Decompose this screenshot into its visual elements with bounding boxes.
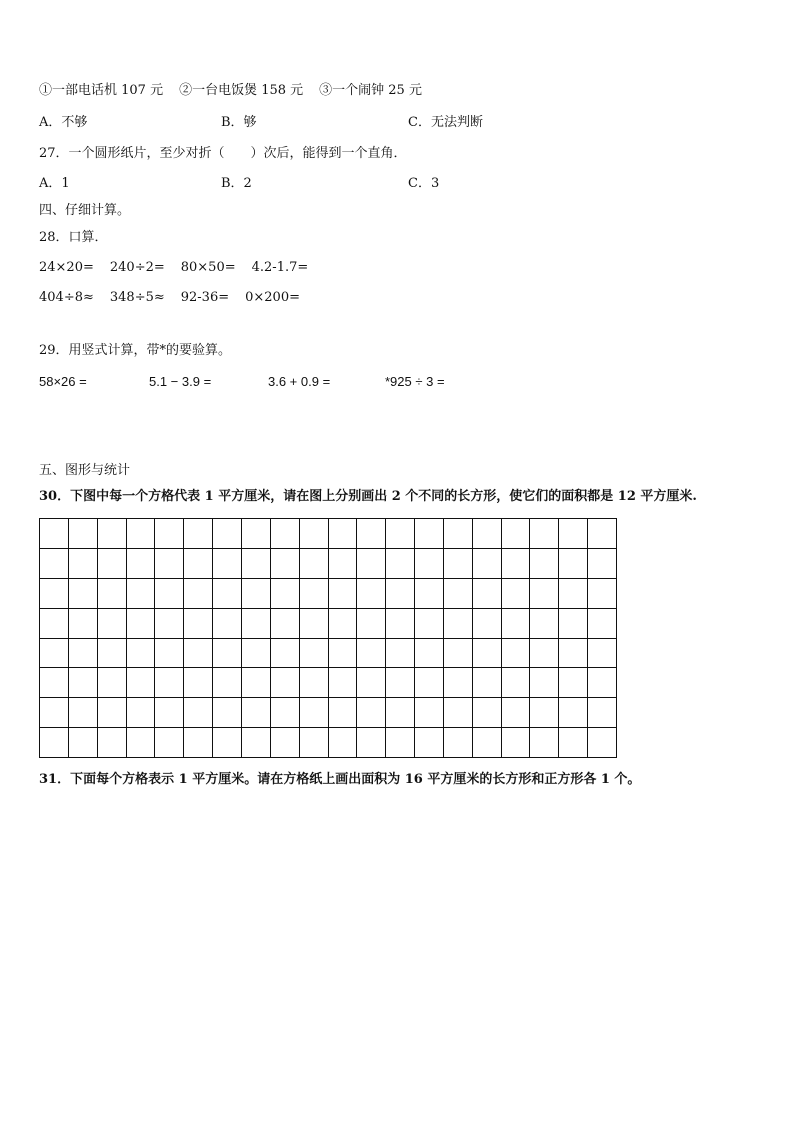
grid-cell[interactable] [386, 549, 415, 579]
grid-cell[interactable] [69, 579, 98, 609]
q30-text: 30．下图中每一个方格代表 1 平方厘米，请在图上分别画出 2 个不同的长方形，使它们的面积都是 12 平方厘米. [39, 489, 697, 504]
grid-cell[interactable] [69, 609, 98, 639]
grid-cell[interactable] [40, 639, 69, 669]
grid-cell[interactable] [329, 698, 358, 728]
grid-cell[interactable] [127, 668, 156, 698]
grid-cell[interactable] [588, 639, 617, 669]
grid-cell[interactable] [473, 639, 502, 669]
grid-cell[interactable] [444, 579, 473, 609]
grid-cell[interactable] [213, 639, 242, 669]
grid-cell[interactable] [530, 609, 559, 639]
grid-cell[interactable] [300, 698, 329, 728]
grid-cell[interactable] [98, 519, 127, 549]
grid-cell[interactable] [559, 639, 588, 669]
grid-cell[interactable] [415, 609, 444, 639]
grid-cell[interactable] [40, 609, 69, 639]
grid-cell[interactable] [184, 698, 213, 728]
q28-r2-3: 92-36= [180, 290, 230, 305]
grid-cell[interactable] [242, 549, 271, 579]
grid-cell[interactable] [386, 579, 415, 609]
grid-cell[interactable] [502, 728, 531, 758]
grid-cell[interactable] [588, 698, 617, 728]
grid-cell[interactable] [40, 519, 69, 549]
q27-choice-a[interactable]: A．1 [39, 176, 70, 191]
q26-items [39, 82, 422, 100]
q27-choice-b[interactable]: B．2 [221, 176, 252, 191]
grid-cell[interactable] [473, 609, 502, 639]
grid-cell[interactable] [559, 549, 588, 579]
grid-cell[interactable] [357, 549, 386, 579]
grid-cell[interactable] [242, 698, 271, 728]
grid-cell[interactable] [155, 519, 184, 549]
grid-cell[interactable] [242, 579, 271, 609]
grid-cell[interactable] [329, 519, 358, 549]
grid-cell[interactable] [242, 728, 271, 758]
grid-cell[interactable] [473, 549, 502, 579]
grid-cell[interactable] [559, 579, 588, 609]
section4-title: 四、仔细计算。 [39, 203, 131, 218]
grid-cell[interactable] [415, 668, 444, 698]
grid-cell[interactable] [98, 668, 127, 698]
grid-cell[interactable] [588, 668, 617, 698]
grid-cell[interactable] [98, 639, 127, 669]
grid-cell[interactable] [502, 668, 531, 698]
grid-cell[interactable] [98, 549, 127, 579]
grid-cell[interactable] [155, 579, 184, 609]
grid-cell[interactable] [559, 728, 588, 758]
grid-cell[interactable] [98, 609, 127, 639]
q29-title: 29．用竖式计算，带*的要验算。 [39, 343, 232, 358]
grid-cell[interactable] [329, 579, 358, 609]
grid-cell[interactable] [40, 549, 69, 579]
grid-cell[interactable] [444, 519, 473, 549]
grid-cell[interactable] [242, 668, 271, 698]
grid-cell[interactable] [329, 728, 358, 758]
q28-r2-2: 348÷5≈ [109, 290, 165, 305]
grid-cell[interactable] [271, 579, 300, 609]
q28-r1-3: 80×50= [180, 260, 236, 275]
grid-cell[interactable] [444, 609, 473, 639]
grid-cell[interactable] [502, 639, 531, 669]
grid-cell[interactable] [213, 728, 242, 758]
grid-cell[interactable] [40, 728, 69, 758]
grid-cell[interactable] [530, 579, 559, 609]
grid-cell[interactable] [184, 639, 213, 669]
grid-cell[interactable] [127, 609, 156, 639]
grid-cell[interactable] [502, 519, 531, 549]
q27-text: 27．一个圆形纸片，至少对折（ ）次后，能得到一个直角． [39, 146, 407, 161]
grid-cell[interactable] [473, 668, 502, 698]
section5-title: 五、图形与统计 [39, 463, 131, 478]
grid-cell[interactable] [98, 728, 127, 758]
grid-cell[interactable] [184, 519, 213, 549]
grid-cell[interactable] [559, 519, 588, 549]
q28-r2-1: 404÷8≈ [39, 290, 94, 305]
grid-cell[interactable] [530, 728, 559, 758]
q26-choice-b[interactable]: B．够 [221, 115, 257, 130]
grid-cell[interactable] [444, 639, 473, 669]
q26-item-3: ③一个闹钟 25 元 [319, 83, 422, 98]
grid-cell[interactable] [69, 728, 98, 758]
grid-cell[interactable] [357, 609, 386, 639]
grid-cell[interactable] [502, 698, 531, 728]
grid-cell[interactable] [559, 609, 588, 639]
grid-cell[interactable] [300, 728, 329, 758]
grid-cell[interactable] [213, 668, 242, 698]
grid-cell[interactable] [300, 609, 329, 639]
grid-cell[interactable] [530, 519, 559, 549]
grid-cell[interactable] [473, 579, 502, 609]
q29-formula-4: *925 ÷ 3 = [385, 374, 445, 389]
grid-cell[interactable] [271, 549, 300, 579]
q28-r1-2: 240÷2= [109, 260, 165, 275]
grid-cell[interactable] [213, 698, 242, 728]
grid-cell[interactable] [69, 668, 98, 698]
grid-cell[interactable] [184, 579, 213, 609]
q27-choices [39, 175, 639, 193]
grid-cell[interactable] [242, 519, 271, 549]
square-grid[interactable] [39, 518, 617, 758]
grid-cell[interactable] [588, 579, 617, 609]
q26-choice-c[interactable]: C．无法判断 [408, 115, 483, 130]
grid-cell[interactable] [473, 728, 502, 758]
grid-cell[interactable] [127, 579, 156, 609]
grid-cell[interactable] [357, 698, 386, 728]
grid-cell[interactable] [271, 668, 300, 698]
q29-formula-2: 5.1 − 3.9 = [149, 374, 212, 389]
grid-cell[interactable] [271, 519, 300, 549]
q31-text: 31．下面每个方格表示 1 平方厘米。请在方格纸上画出面积为 16 平方厘米的长方形和正方形各 1 个。 [39, 772, 641, 787]
grid-cell[interactable] [559, 668, 588, 698]
grid-cell[interactable] [213, 579, 242, 609]
grid-cell[interactable] [127, 519, 156, 549]
grid-cell[interactable] [184, 609, 213, 639]
grid-cell[interactable] [271, 609, 300, 639]
grid-cell[interactable] [242, 609, 271, 639]
grid-cell[interactable] [213, 609, 242, 639]
q28-r1-4: 4.2-1.7= [251, 260, 309, 275]
grid-cell[interactable] [155, 549, 184, 579]
grid-cell[interactable] [588, 519, 617, 549]
grid-cell[interactable] [69, 549, 98, 579]
grid-cell[interactable] [329, 549, 358, 579]
grid-cell[interactable] [40, 579, 69, 609]
q26-choice-a[interactable]: A．不够 [39, 115, 88, 130]
grid-cell[interactable] [502, 579, 531, 609]
grid-cell[interactable] [444, 549, 473, 579]
grid-cell[interactable] [502, 549, 531, 579]
grid-cell[interactable] [329, 639, 358, 669]
grid-cell[interactable] [213, 519, 242, 549]
grid-cell[interactable] [98, 698, 127, 728]
grid-cell[interactable] [530, 668, 559, 698]
grid-cell[interactable] [357, 668, 386, 698]
q29-formulas [39, 373, 599, 391]
q29-formula-1: 58×26 = [39, 374, 87, 389]
grid-cell[interactable] [444, 698, 473, 728]
grid-cell[interactable] [69, 639, 98, 669]
grid-cell[interactable] [300, 579, 329, 609]
grid-cell[interactable] [559, 698, 588, 728]
grid-cell[interactable] [69, 519, 98, 549]
q28-title: 28．口算． [39, 230, 108, 245]
grid-cell[interactable] [588, 609, 617, 639]
grid-cell[interactable] [386, 609, 415, 639]
grid-cell[interactable] [184, 549, 213, 579]
grid-cell[interactable] [271, 698, 300, 728]
grid-cell[interactable] [127, 639, 156, 669]
q28-row-1 [39, 259, 308, 277]
grid-cell[interactable] [588, 728, 617, 758]
grid-cell[interactable] [415, 698, 444, 728]
grid-cell[interactable] [300, 519, 329, 549]
grid-cell[interactable] [127, 549, 156, 579]
q26-choices [39, 114, 639, 132]
grid-cell[interactable] [444, 728, 473, 758]
grid-cell[interactable] [155, 698, 184, 728]
grid-cell[interactable] [98, 579, 127, 609]
grid-cell[interactable] [473, 519, 502, 549]
grid-cell[interactable] [127, 698, 156, 728]
grid-cell[interactable] [502, 609, 531, 639]
grid-cell[interactable] [386, 668, 415, 698]
grid-cell[interactable] [155, 609, 184, 639]
grid-cell[interactable] [444, 668, 473, 698]
grid-cell[interactable] [155, 639, 184, 669]
grid-cell[interactable] [69, 698, 98, 728]
grid-cell[interactable] [300, 549, 329, 579]
grid-cell[interactable] [357, 728, 386, 758]
grid-cell[interactable] [386, 698, 415, 728]
grid-cell[interactable] [386, 639, 415, 669]
grid-cell[interactable] [155, 728, 184, 758]
grid-cell[interactable] [530, 639, 559, 669]
grid-cell[interactable] [415, 549, 444, 579]
q28-r1-1: 24×20= [39, 260, 94, 275]
grid-cell[interactable] [329, 668, 358, 698]
grid-cell[interactable] [357, 639, 386, 669]
grid-cell[interactable] [271, 639, 300, 669]
q28-row-2 [39, 289, 300, 307]
grid-cell[interactable] [386, 728, 415, 758]
grid-cell[interactable] [40, 668, 69, 698]
grid-cell[interactable] [357, 519, 386, 549]
grid-cell[interactable] [271, 728, 300, 758]
q28-r2-4: 0×200= [245, 290, 300, 305]
grid-cell[interactable] [242, 639, 271, 669]
grid-cell[interactable] [530, 549, 559, 579]
grid-cell[interactable] [40, 698, 69, 728]
q26-item-2: ②一台电饭煲 158 元 [179, 83, 304, 98]
q26-item-1: ①一部电话机 107 元 [39, 83, 164, 98]
grid-cell[interactable] [300, 639, 329, 669]
grid-cell[interactable] [127, 728, 156, 758]
grid-cell[interactable] [415, 728, 444, 758]
grid-cell[interactable] [184, 668, 213, 698]
grid-cell[interactable] [357, 579, 386, 609]
grid-cell[interactable] [473, 698, 502, 728]
grid-cell[interactable] [386, 519, 415, 549]
q29-formula-3: 3.6 + 0.9 = [268, 374, 331, 389]
grid-cell[interactable] [155, 668, 184, 698]
grid-cell[interactable] [415, 519, 444, 549]
grid-cell[interactable] [530, 698, 559, 728]
grid-cell[interactable] [213, 549, 242, 579]
grid-cell[interactable] [588, 549, 617, 579]
grid-cell[interactable] [184, 728, 213, 758]
grid-cell[interactable] [415, 639, 444, 669]
grid-cell[interactable] [329, 609, 358, 639]
q27-choice-c[interactable]: C．3 [408, 176, 440, 191]
grid-cell[interactable] [300, 668, 329, 698]
grid-cell[interactable] [415, 579, 444, 609]
